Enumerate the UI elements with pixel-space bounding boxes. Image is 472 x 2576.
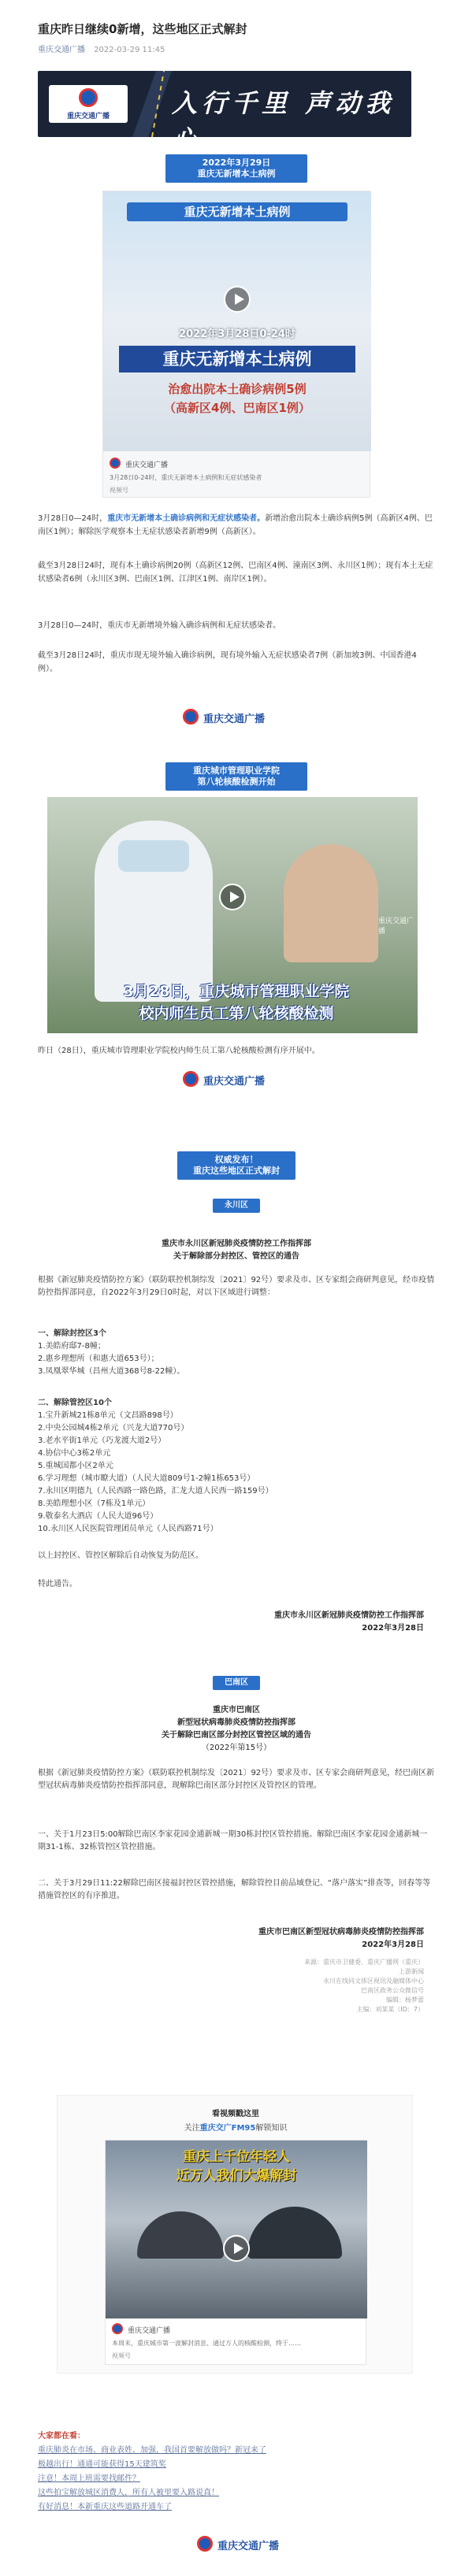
station-logo-text: 重庆交通广播: [66, 113, 110, 120]
play-icon[interactable]: [219, 884, 246, 910]
video-account[interactable]: 重庆交通广播: [128, 2327, 171, 2335]
yongchuan-signature: 重庆市永川区新冠肺炎疫情防控工作指挥部 2022年3月28日: [274, 1611, 424, 1633]
header-banner: [38, 71, 411, 154]
section3-heading-line2: 重庆这些地区正式解封: [193, 1166, 280, 1176]
video-account[interactable]: 重庆交通广播: [125, 461, 169, 469]
section3-heading-line1: 权威发布！: [214, 1155, 258, 1165]
photo-caption-1: 3月28日，重庆城市管理职业学院: [123, 983, 350, 1000]
section2-heading-line2: 第八轮核酸检测开始: [197, 777, 276, 787]
section1-heading-line2: 重庆无新增本土病例: [197, 169, 276, 179]
video-thumbnail: [103, 191, 371, 451]
list-item: 10.永川区人民医院管理团员单元（人民西路71号）: [38, 1525, 218, 1533]
account-link[interactable]: 重庆交通广播: [38, 46, 85, 54]
account-avatar: [110, 458, 121, 469]
banan-notice-item-1: 一、关于1月23日5:00解除巴南区李家花园金通新城一期30栋封控区管控措施。解除巴南区李家花园金通新城一期31-1栋、32栋管控区管控措施。: [38, 1830, 428, 1851]
video-main-caption: 重庆无新增本土病例: [119, 346, 355, 373]
account-avatar: [112, 2323, 123, 2334]
reading-link[interactable]: 重庆肺炎在市场、商业表姓、加强，我国首要解放做吗？新冠来了: [38, 2446, 266, 2455]
reading-link[interactable]: 极越出行！通通可能获得15天建筑奖: [38, 2460, 166, 2469]
yongchuan-notice-title: 重庆市永川区新冠肺炎疫情防控工作指挥部 关于解除部分封控区、管控区的通告: [162, 1240, 311, 1261]
nucleic-test-photo: [47, 797, 418, 1033]
list-item: 6.学习理想（城市瞭大道）（人民大道809号1-2幢1栋653号）: [38, 1474, 255, 1483]
video-card-1[interactable]: [102, 191, 370, 498]
list1-title: 一、解除封控区3个: [38, 1329, 106, 1338]
list-item: 9.敬泰名大酒店（人民大道96号）: [38, 1512, 158, 1521]
banan-signature: 重庆市巴南区新型冠状病毒肺炎疫情防控指挥部 2022年3月28日: [258, 1928, 424, 1949]
section1-paragraph-3: 3月28日0—24时，重庆市无新增境外输入确诊病例和无症状感染者。: [38, 621, 281, 630]
video-date-caption: 2022年3月28日0-24时: [179, 328, 295, 340]
video-sub-caption-1: 治愈出院本土确诊病例5例: [168, 382, 307, 396]
video-card-2[interactable]: [105, 2140, 366, 2365]
banan-notice-intro: 根据《新冠肺炎疫情防控方案》（联防联控机制综发〔2021〕92号）要求及市、区专家会商研判意见，经巴南区新型冠状病毒肺炎疫情防控指挥部同意，现解除巴南区部分封控区及管控区的管理。: [38, 1769, 435, 1790]
highway-graphic-icon: [132, 71, 172, 137]
list-item: 4.协信中心3栋2单元: [38, 1449, 111, 1458]
reading-link[interactable]: 注意！本周上班需要找邮件？: [38, 2474, 140, 2483]
section3-brand-label: 重庆交通广播: [203, 1076, 266, 1088]
station-logo: [49, 85, 128, 123]
section2-heading-line1: 重庆城市管理职业学院: [193, 765, 280, 776]
banan-notice-item-2: 二、关于3月29日11:22解除巴南区接福封控区管控措施，解除管控目前品域登记、“落户落实”排查等，回春等等措施管控区的有序推进。: [38, 1879, 431, 1900]
section3-heading: [177, 1151, 295, 1180]
section2-brand-label: 重庆交通广播: [203, 713, 266, 725]
list-item: 7.永川区明德九（人民西路一路色路，汇龙大道人民西一路159号）: [38, 1487, 273, 1496]
list-item: 2.惠乡理想所（和惠大道653号）；: [38, 1355, 159, 1363]
list-item: 3.凤凰翠华城（昌州大道368号8-22幢）。: [38, 1367, 185, 1376]
section1-paragraph-1: 3月28日0—24时，重庆市无新增本土确诊病例和无症状感染者。新增治愈出院本土确诊病例5例（高新区4例、巴南区1例）；解除医学观察本土无症状感染者新增9例（高新区）。: [38, 514, 433, 536]
list-item: 2.中央公园城4栋2单元（兴龙大道770号）: [38, 1424, 189, 1433]
video-watermark: 重庆交通广播: [378, 917, 414, 936]
share-line-2: 关注重庆交广FM95解锁知识: [184, 2124, 288, 2133]
photo-caption-2: 校内师生员工第八轮核酸检测: [139, 1005, 334, 1022]
video-description: 本周末，重庆城市第一波解封消息、通过万人的核酸检测，终于……: [112, 2340, 301, 2347]
radio-logo-icon: [183, 1071, 199, 1087]
banan-notice-title: 重庆市巴南区 新型冠状病毒肺炎疫情防控指挥部 关于解除巴南区部分封控区管控区域的通告 （2022年第15号）: [162, 1706, 311, 1752]
video-channel-label: 视频号: [110, 487, 128, 494]
video-caption-1: 重庆上千位年轻人: [183, 2149, 290, 2165]
list-item: 1.宝升新城21栋8单元（文昌路898号）: [38, 1411, 178, 1420]
section2-paragraph: 昨日（28日），重庆城市管理职业学院校内师生员工第八轮核酸检测有序开展中。: [38, 1047, 320, 1055]
video-sub-caption-2: （高新区4例、巴南区1例）: [164, 401, 310, 415]
list-item: 3.老水平街1单元（巧龙渡大道2号）: [38, 1436, 166, 1445]
notice-ending: 以上封控区、管控区解除后自动恢复为防范区。: [38, 1551, 203, 1560]
banner-slogan: 入行千里 声动我心: [172, 88, 396, 154]
publish-date: 2022-03-29 11:45: [94, 46, 165, 54]
umbrella-shape: [137, 2211, 224, 2259]
section1-paragraph-4: 截至3月28日24时，重庆市现无境外输入确诊病例，现有境外输入无症状感染者7例（新加坡3例、中国香港4例）。: [38, 651, 417, 673]
reading-link[interactable]: 这些拍宝解放城区消费人，所有人被里要入路说真！: [38, 2489, 219, 2497]
yongchuan-notice-intro: 根据《新冠肺炎疫情防控方案》（联防联控机制综发〔2021〕92号）要求及市、区专家组会商研判意见，经市疫情防控指挥部同意，自2022年3月29日0时起，对以下区域进行调整：: [38, 1276, 435, 1297]
recommended-reading: [38, 2430, 432, 2515]
list-item: 5.重城国都小区2单元: [38, 1462, 113, 1470]
video-top-caption: 重庆无新增本土病例: [127, 202, 347, 221]
play-icon[interactable]: [223, 2235, 250, 2262]
follow-video-panel: [57, 2095, 413, 2374]
section1-heading-line1: 2022年3月29日: [202, 158, 271, 168]
radio-logo-icon: [79, 88, 98, 107]
district-tag-banan: 巴南区: [213, 1676, 260, 1690]
reading-title: 大家都在看：: [38, 2432, 85, 2441]
radio-logo-icon: [197, 2536, 213, 2552]
video-channel-label: 视频号: [112, 2352, 131, 2359]
article-title: 重庆昨日继续0新增，这些地区正式解封: [38, 22, 247, 36]
source-credits: 来源：重庆市卫健委、重庆广播网（重庆） 上游新闻 永川在线同文体区视讯及融媒体中心 巴南区政务公众微信号 编辑：杨梦蕾 主编：刘某某（ID：7）: [304, 1959, 424, 2013]
follow-account-link[interactable]: 重庆交广FM95: [199, 2124, 256, 2133]
lockdown-zone-list: [38, 1340, 435, 1378]
list-item: 8.美皓理想小区（7栋及1单元）: [38, 1499, 151, 1508]
control-zone-list: [38, 1410, 435, 1536]
video-description: 3月28日0-24时，重庆无新增本土病例和无症状感染者: [110, 474, 262, 481]
section1-heading: [165, 154, 307, 183]
notice-closing: 特此通告。: [38, 1580, 77, 1588]
reading-link[interactable]: 有好消息！本新重庆这些道路开通车了: [38, 2503, 172, 2511]
share-line-1: 看视频戳这里: [212, 2110, 259, 2118]
play-icon[interactable]: [224, 286, 251, 313]
section2-heading: [165, 762, 307, 791]
video-thumbnail: [106, 2140, 367, 2318]
video-caption-2: 近万人我们大爆解封: [176, 2168, 297, 2184]
list-item: 1.美皓府邸7-8幢；: [38, 1342, 106, 1351]
radio-logo-icon: [183, 709, 199, 725]
student-figure: [284, 844, 378, 962]
district-tag-yongchuan: 永川区: [213, 1199, 260, 1213]
section1-paragraph-2: 截至3月28日24时，现有本土确诊病例20例（高新区12例、巴南区4例、潼南区3例、永川区1例）；现有本土无症状感染者6例（永川区3例、巴南区1例、江津区1例、南岸区1例）。: [38, 562, 433, 584]
footer-brand-label: 重庆交通广播: [217, 2541, 280, 2552]
article-meta: [38, 43, 165, 54]
face-shield: [118, 840, 189, 872]
list2-title: 二、解除管控区10个: [38, 1399, 112, 1407]
umbrella-shape: [247, 2207, 342, 2259]
